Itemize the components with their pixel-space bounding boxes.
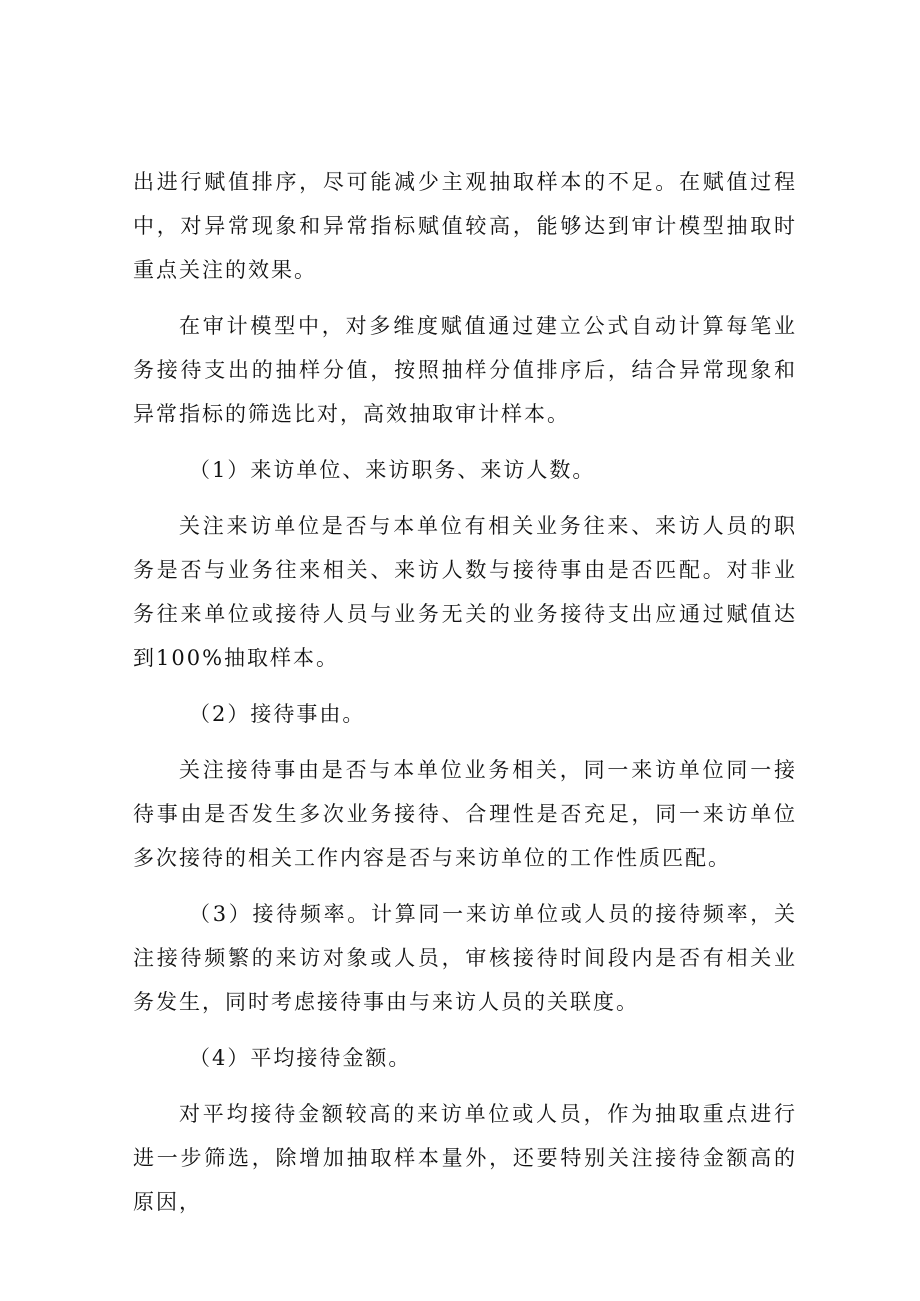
document-body bbox=[133, 160, 797, 1236]
paragraph-reception-reason: 关注接待事由是否与本单位业务相关，同一来访单位同一接待事由是否发生多次业务接待、合理性是否充足，同一来访单位多次接待的相关工作内容是否与来访单位的工作性质匹配。 bbox=[133, 758, 797, 870]
paragraph-audit-model: 在审计模型中，对多维度赋值通过建立公式自动计算每笔业务接待支出的抽样分值，按照抽样分值排序后，结合异常现象和异常指标的筛选比对，高效抽取审计样本。 bbox=[133, 314, 797, 426]
paragraph-visitor-unit: 关注来访单位是否与本单位有相关业务往来、来访人员的职务是否与业务往来相关、来访人数与接待事由是否匹配。对非业务往来单位或接待人员与业务无关的业务接待支出应通过赋值达到100%抽取样本。 bbox=[133, 514, 797, 670]
paragraph-average-amount: 对平均接待金额较高的来访单位或人员，作为抽取重点进行进一步筛选，除增加抽取样本量外，还要特别关注接待金额高的原因， bbox=[133, 1102, 797, 1214]
heading-reception-reason: （2）接待事由。 bbox=[189, 702, 366, 726]
paragraph-reception-frequency: （3）接待频率。计算同一来访单位或人员的接待频率，关注接待频繁的来访对象或人员，审核接待时间段内是否有相关业务发生，同时考虑接待事由与来访人员的关联度。 bbox=[133, 902, 797, 1014]
paragraph-continuation: 出进行赋值排序，尽可能减少主观抽取样本的不足。在赋值过程中，对异常现象和异常指标赋值较高，能够达到审计模型抽取时重点关注的效果。 bbox=[133, 170, 797, 282]
heading-visitor-unit: （1）来访单位、来访职务、来访人数。 bbox=[189, 458, 596, 482]
heading-average-amount: （4）平均接待金额。 bbox=[189, 1046, 412, 1070]
